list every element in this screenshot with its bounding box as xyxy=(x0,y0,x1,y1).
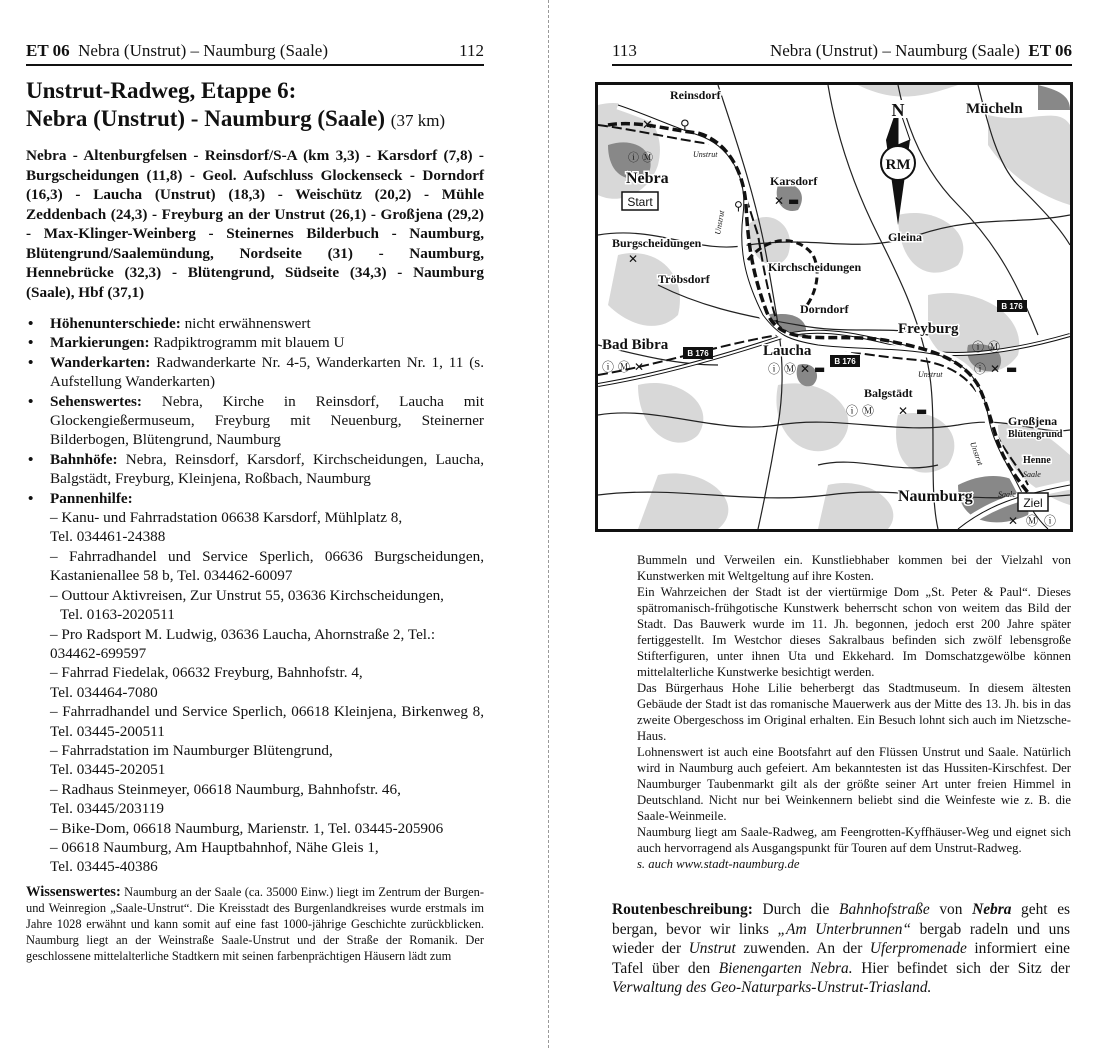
place-label: Laucha xyxy=(763,343,812,359)
repair-shop: – 06618 Naumburg, Am Hauptbahnhof, Nähe Gleis 1, Tel. 03445-40386 xyxy=(50,838,379,876)
title-line-1: Unstrut-Radweg, Etappe 6: xyxy=(26,78,297,103)
compass-rose-icon xyxy=(881,100,915,225)
bed-icon: ▬ xyxy=(814,362,826,376)
stage-title xyxy=(26,77,496,135)
map-canvas xyxy=(598,85,1070,529)
stage-distance: (37 km) xyxy=(390,111,446,130)
place-label: Dorndorf xyxy=(800,302,849,316)
paragraph: Lohnenswert ist auch eine Bootsfahrt auf den Flüssen Unstrut und Saale. Natürlich wird in Naumburg auch gefeiert. Am bekanntesten ist das Hussiten-Kirschfest. Der Naumburger Taubenmarkt gilt als der größte seiner Art unter freien Himmel in Deutschland. Nicht nur bei Weinkennern beliebt sind die Weinfeste wie z. B. die Saale-Weinmeile. xyxy=(637,745,1071,823)
road-badge-b176 xyxy=(683,347,713,359)
repair-shop: – Fahrradhandel und Service Sperlich, 06618 Kleinjena, Birkenweg 8, Tel. 03445-200511 xyxy=(50,703,484,740)
bicycle-icon: ⚲ xyxy=(680,118,690,133)
svg-text:B 176: B 176 xyxy=(1001,302,1023,311)
wissenswertes-block: Wissenswertes: Naumburg an der Saale (ca. 35000 Einw.) liegt im Zentrum der Burgen-und Weinregion „Saale-Unstrut“. Die Kreisstadt des Burgenlandkreises wurde erstmals im Jahre 1028 erwähnt und kann somit auf eine fast 1000-jährige Geschichte zurückblicken. Naumburg liegt an der Weinstraße Saale-Unstrut und der Straße der Romanik. Der geschlossene mittelalterliche Stadtkern mit seinen farbenprächtigen Häusern lädt zum xyxy=(26,884,484,963)
place-label: Naumburg xyxy=(898,488,973,505)
info-icon: ⓘ xyxy=(602,360,615,374)
route-summary: Nebra - Altenburgfelsen - Reinsdorf/S-A (km 3,3) - Karsdorf (7,8) - Burgscheidungen (11,8) - Geol. Aufschluss Glockenseck - Dorndorf (16,3) - Laucha (Unstrut) (18,3) - Weischütz (20,2) - Mühle Zeddenbach (24,3) - Freyburg an der Unstrut (26,1) - Großjena (29,2) - Max-Klinger-Weinberg - Steinernes Bilderbuch - Naumburg, Blütengrund/Saalemündung, Nordseite (31) - Naumburg, Hennebrücke (32,3) - Blütengrund, Südseite (34,3) - Naumburg (Saale), Hbf (37,1) xyxy=(26,147,484,301)
info-icon: ⓘ xyxy=(846,404,859,418)
start-marker xyxy=(622,192,658,210)
repair-shop: – Outtour Aktivreisen, Zur Unstrut 55, 03636 Kirchscheidungen, Tel. 0163-2020511 xyxy=(50,586,444,624)
museum-icon: Ⓜ xyxy=(988,340,1001,354)
info-icon: ⓘ xyxy=(768,362,781,376)
svg-text:B 176: B 176 xyxy=(687,349,709,358)
cutlery-icon: ✕ xyxy=(800,362,811,376)
repair-shop: – Kanu- und Fahrradstation 06638 Karsdorf, Mühlplatz 8, Tel. 034461-24388 xyxy=(50,509,403,546)
fact-item: • Markierungen: Radpiktrogramm mit blauem U xyxy=(26,333,484,352)
info-continuation xyxy=(637,552,1071,872)
place-label: Balgstädt xyxy=(864,386,913,400)
page-number: 112 xyxy=(459,41,484,60)
river-label: Saale xyxy=(998,490,1016,499)
info-icon: ⓘ xyxy=(628,151,639,164)
header-title: Nebra (Unstrut) – Naumburg (Saale) xyxy=(769,41,1020,60)
paragraph: Naumburg liegt am Saale-Radweg, am Feengrotten-Kyffhäuser-Weg und eignet sich auch hervorragend als Ausgangspunkt für Touren auf dem Unstrut-Radweg. xyxy=(637,825,1071,855)
left-page xyxy=(0,0,548,1048)
museum-icon: Ⓜ xyxy=(618,360,631,374)
repair-shop: – Fahrradhandel und Service Sperlich, 06636 Burgscheidungen, Kastanienallee 58 b, Tel. 034462-60097 xyxy=(50,547,484,585)
info-icon: ⓘ xyxy=(974,362,987,376)
fact-item-pannenhilfe: • Pannenhilfe: – Kanu- und Fahrradstation 06638 Karsdorf, Mühlplatz 8, Tel. 034461-24388 – Fahrradhandel und Service Sperlich, 06636 Burgscheidungen, Kastanienallee 58 b, Tel. 034462-60097 – Outtour Aktivreisen, Zur Unstrut 55, 03636 Kirchscheidungen, Tel. 0163-2020511 – Pro Radsport M. Ludwig, 03636 Laucha, Ahornstraße 2, Tel.: 034462-699597 – Fahrrad Fiedelak, 06632 Freyburg, Bahnhofstr. 4, Tel. 034464-7080 – Fahrradhandel und Service Sperlich, 06618 Kleinjena, Birkenweg 8, Tel. 03445-200511 – Fahrradstation im Naumburger Blütengrund, Tel. 03445-202051 – Radhaus Steinmeyer, 06618 Naumburg, Bahnhofstr. 46, Tel. 03445/203119 – Bike-Dom, 06618 Naumburg, Marienstr. 1, Tel. 03445-205906 – 06618 Naumburg, Am Hauptbahnhof, Nähe Gleis 1, Tel. 03445-40386 xyxy=(26,489,484,877)
repair-shop: – Fahrradstation im Naumburger Blütengrund, Tel. 03445-202051 xyxy=(50,741,333,779)
repair-shop: – Radhaus Steinmeyer, 06618 Naumburg, Bahnhofstr. 46, Tel. 03445/203119 xyxy=(50,780,401,818)
cutlery-icon: ✕ xyxy=(898,404,909,418)
river-label: Unstrut xyxy=(693,150,718,159)
museum-icon: Ⓜ xyxy=(1026,514,1039,528)
finish-marker xyxy=(1018,493,1048,511)
stage-code: ET 06 xyxy=(26,41,70,60)
museum-icon: Ⓜ xyxy=(862,404,875,418)
place-label: Kirchscheidungen xyxy=(768,260,862,274)
cutlery-icon: ✕ xyxy=(628,252,639,266)
stage-code: ET 06 xyxy=(1028,41,1072,60)
road-badge-b176 xyxy=(830,355,860,367)
route-map xyxy=(595,82,1073,532)
river-label: Unstrut xyxy=(968,440,985,467)
place-label: Henne xyxy=(1023,455,1051,466)
river-label: Saale xyxy=(1023,470,1041,479)
place-label: Freyburg xyxy=(898,321,959,337)
fact-item: • Höhenunterschiede: nicht erwähnenswert xyxy=(26,314,484,333)
paragraph: Ein Wahrzeichen der Stadt ist der viertürmige Dom „St. Peter & Paul“. Dieses spätromanisch-frühgotische Kunstwerk beherrscht schon von weitem das Bild der Stadt. Das Bauwerk wurde im 11. Jh. begonnen, jedoch erst 200 Jahre später fertiggestellt. Im Westchor dieses Sakralbaus befinden sich zwölf lebensgroße Stifterfiguren, unter ihnen Uta und Ekkehard. Im Domschatzgewölbe können mittelalterliche Kunstwerke besichtigt werden. xyxy=(637,585,1071,679)
museum-icon: Ⓜ xyxy=(784,362,797,376)
running-header-left xyxy=(26,40,484,66)
paragraph: Bummeln und Verweilen ein. Kunstliebhaber kommen bei der Vielzahl von Kunstwerken mit Weltgeltung auf ihre Kosten. xyxy=(637,553,1071,583)
svg-text:Start: Start xyxy=(627,195,653,209)
running-header-right xyxy=(612,40,1072,66)
place-label: Bad Bibra xyxy=(602,337,669,353)
repair-shop: – Bike-Dom, 06618 Naumburg, Marienstr. 1, Tel. 03445-205906 xyxy=(50,819,444,837)
bed-icon: ▬ xyxy=(1006,362,1018,376)
cutlery-icon: ✕ xyxy=(1008,514,1019,528)
compass-north-label: N xyxy=(891,100,905,120)
repair-shop: – Pro Radsport M. Ludwig, 03636 Laucha, Ahornstraße 2, Tel.: 034462-699597 xyxy=(50,625,436,662)
fact-item: • Wanderkarten: Radwanderkarte Nr. 4-5, Wanderkarten Nr. 1, 11 (s. Aufstellung Wanderkarten) xyxy=(26,353,484,392)
fact-item: • Sehenswertes: Nebra, Kirche in Reinsdorf, Laucha mit Glockengießermuseum, Freyburg mit Neuenburg, Steinerner Bilderbogen, Blütengrund, Naumburg xyxy=(26,392,484,450)
road-badge-b176 xyxy=(997,300,1027,312)
right-page xyxy=(552,0,1100,1048)
cutlery-icon: ✕ xyxy=(642,118,653,133)
fact-item: • Bahnhöfe: Nebra, Reinsdorf, Karsdorf, Kirchscheidungen, Laucha, Balgstädt, Freyburg, Kleinjena, Roßbach, Naumburg xyxy=(26,450,484,489)
bed-icon: ▬ xyxy=(916,404,928,418)
place-label: Blütengrund xyxy=(1008,429,1063,440)
place-label: Großjena xyxy=(1008,414,1058,428)
bicycle-icon: ⚲ xyxy=(734,199,743,213)
place-label: Karsdorf xyxy=(770,174,818,188)
facts-list xyxy=(26,314,484,877)
place-label: Reinsdorf xyxy=(670,88,721,102)
place-label: Gleina xyxy=(888,230,923,244)
cutlery-icon: ✕ xyxy=(774,194,785,208)
svg-text:Ziel: Ziel xyxy=(1023,496,1043,510)
info-icon: ⓘ xyxy=(972,340,985,354)
info-icon: ⓘ xyxy=(1044,514,1057,528)
repair-shop: – Fahrrad Fiedelak, 06632 Freyburg, Bahnhofstr. 4, Tel. 034464-7080 xyxy=(50,664,363,701)
bed-icon: ▬ xyxy=(788,194,800,208)
route-description: Routenbeschreibung: Durch die Bahnhofstraße von Nebra geht es bergan, bevor wir links „Am Unterbrunnen“ bergab radeln und uns wieder der Unstrut zuwenden. An der Uferpromenade informiert eine Tafel über den Bienengarten Nebra. Hier befindet sich der Sitz der Verwaltung des Geo-Naturparks-Unstrut-Triasland. xyxy=(612,901,1071,996)
page-number: 113 xyxy=(612,41,637,60)
cutlery-icon: ✕ xyxy=(634,360,645,374)
paragraph: Das Bürgerhaus Hohe Lilie beherbergt das Stadtmuseum. In diesem ältesten Gebäude der Stadt ist das romanische Mauerwerk aus der Mitte des 13. Jh. bis in das zweite Obergeschoss im Original erhalten. Ein Besuch lohnt sich auch im Nietzsche-Haus. xyxy=(637,681,1071,743)
publisher-logo: RM xyxy=(885,157,911,173)
cutlery-icon: ✕ xyxy=(990,362,1001,376)
museum-icon: Ⓜ xyxy=(642,151,653,164)
title-line-2: Nebra (Unstrut) - Naumburg (Saale) xyxy=(26,106,386,131)
river-label: Unstrut xyxy=(918,370,943,379)
river-label: Unstrut xyxy=(713,209,727,236)
web-reference: s. auch www.stadt-naumburg.de xyxy=(637,857,800,871)
repair-shop-list xyxy=(50,508,484,877)
svg-text:B 176: B 176 xyxy=(834,357,856,366)
header-title: Nebra (Unstrut) – Naumburg (Saale) xyxy=(78,41,329,60)
place-label: Tröbsdorf xyxy=(658,272,710,286)
place-label: Nebra xyxy=(626,170,669,187)
place-label: Burgscheidungen xyxy=(612,236,702,250)
page-gutter xyxy=(548,0,549,1048)
place-label: Mücheln xyxy=(966,101,1023,117)
